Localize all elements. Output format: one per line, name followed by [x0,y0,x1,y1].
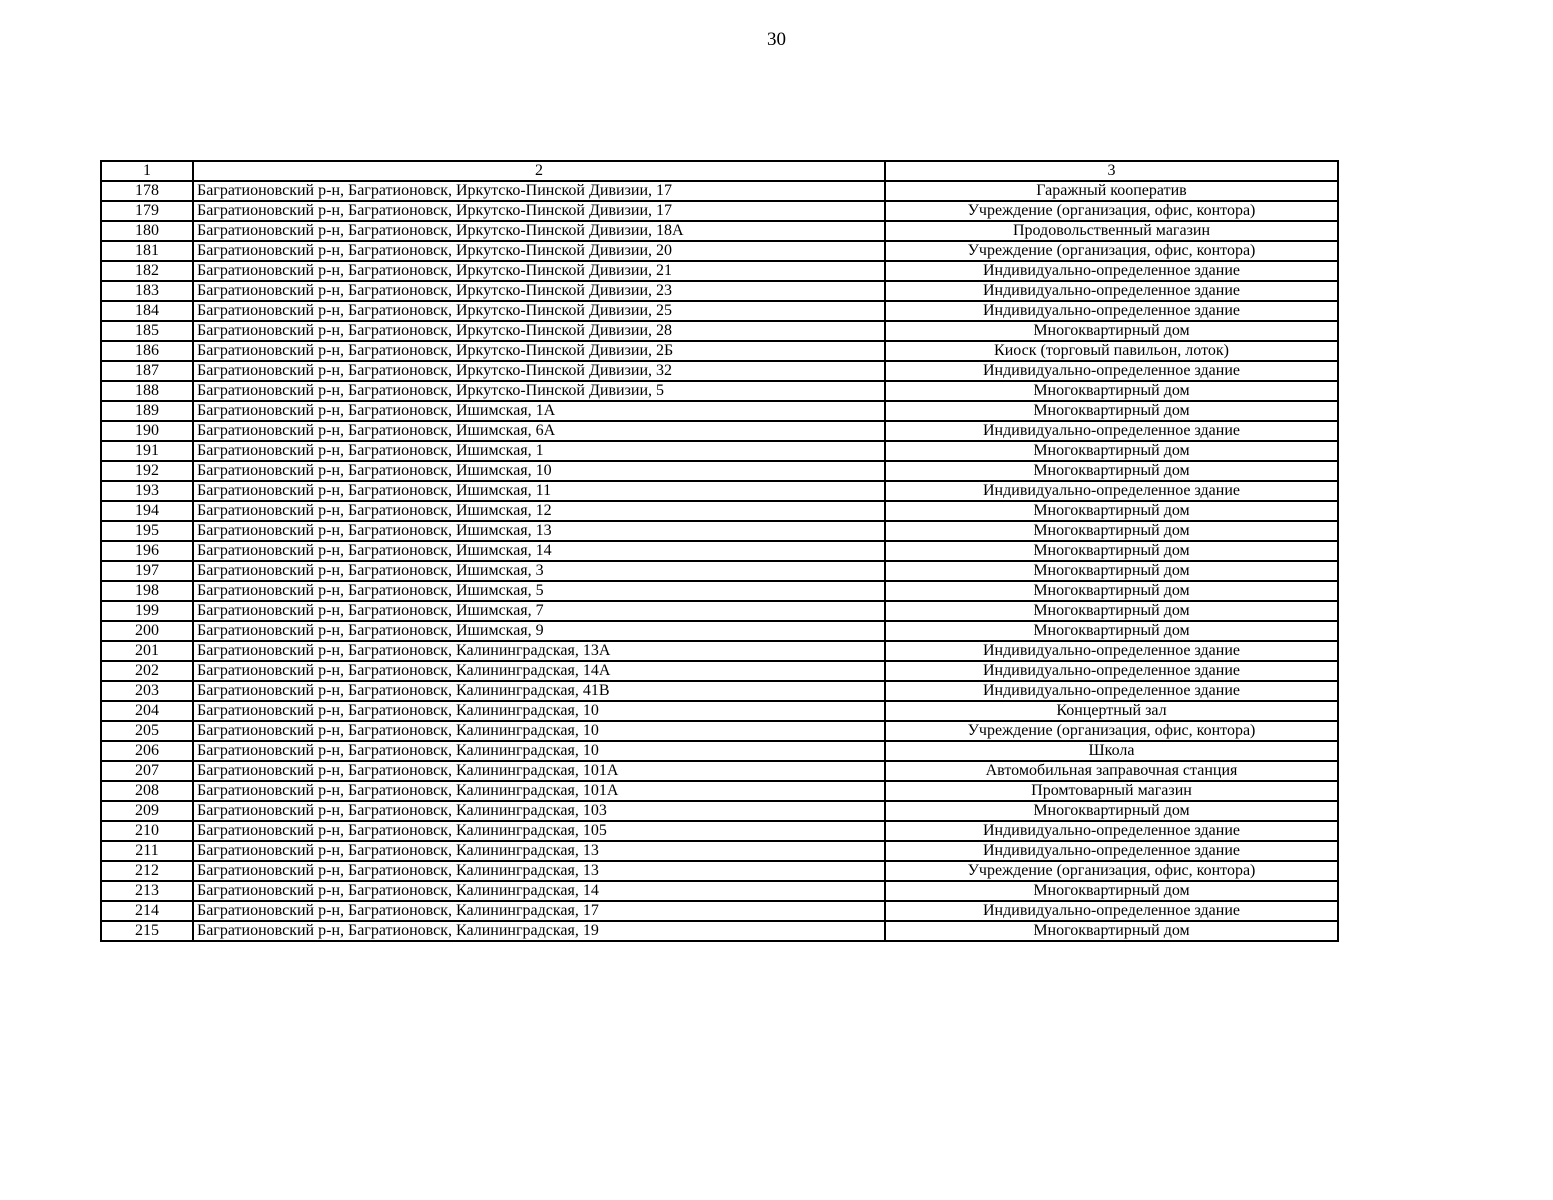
address-cell: Багратионовский р-н, Багратионовск, Ишимская, 9 [193,621,885,641]
table-row [101,721,1338,741]
object-type-cell: Автомобильная заправочная станция [885,761,1338,781]
row-number-cell: 210 [101,821,193,841]
address-cell: Багратионовский р-н, Багратионовск, Ишимская, 13 [193,521,885,541]
row-number-cell: 212 [101,861,193,881]
table-row [101,581,1338,601]
table-row [101,661,1338,681]
row-number-cell: 180 [101,221,193,241]
address-cell: Багратионовский р-н, Багратионовск, Иркутско-Пинской Дивизии, 21 [193,261,885,281]
column-header-3: 3 [885,161,1338,181]
table-row [101,781,1338,801]
table-row [101,461,1338,481]
address-cell: Багратионовский р-н, Багратионовск, Калининградская, 13А [193,641,885,661]
row-number-cell: 209 [101,801,193,821]
row-number-cell: 186 [101,341,193,361]
table-row [101,521,1338,541]
table-row [101,341,1338,361]
object-type-cell: Многоквартирный дом [885,561,1338,581]
row-number-cell: 207 [101,761,193,781]
row-number-cell: 198 [101,581,193,601]
row-number-cell: 213 [101,881,193,901]
table-row [101,481,1338,501]
object-type-cell: Многоквартирный дом [885,541,1338,561]
table-row [101,681,1338,701]
row-number-cell: 192 [101,461,193,481]
column-header-1: 1 [101,161,193,181]
address-cell: Багратионовский р-н, Багратионовск, Иркутско-Пинской Дивизии, 17 [193,181,885,201]
object-type-cell: Промтоварный магазин [885,781,1338,801]
address-cell: Багратионовский р-н, Багратионовск, Ишимская, 5 [193,581,885,601]
object-type-cell: Многоквартирный дом [885,921,1338,941]
table-row [101,201,1338,221]
column-header-2: 2 [193,161,885,181]
object-type-cell: Многоквартирный дом [885,801,1338,821]
row-number-cell: 184 [101,301,193,321]
object-type-cell: Индивидуально-определенное здание [885,421,1338,441]
row-number-cell: 202 [101,661,193,681]
object-type-cell: Многоквартирный дом [885,461,1338,481]
table-row [101,901,1338,921]
address-cell: Багратионовский р-н, Багратионовск, Иркутско-Пинской Дивизии, 32 [193,361,885,381]
address-cell: Багратионовский р-н, Багратионовск, Ишимская, 11 [193,481,885,501]
address-cell: Багратионовский р-н, Багратионовск, Ишимская, 6А [193,421,885,441]
row-number-cell: 197 [101,561,193,581]
row-number-cell: 204 [101,701,193,721]
row-number-cell: 215 [101,921,193,941]
row-number-cell: 193 [101,481,193,501]
object-type-cell: Индивидуально-определенное здание [885,661,1338,681]
row-number-cell: 199 [101,601,193,621]
address-cell: Багратионовский р-н, Багратионовск, Ишимская, 12 [193,501,885,521]
page-number: 30 [767,29,786,50]
object-type-cell: Многоквартирный дом [885,321,1338,341]
row-number-cell: 191 [101,441,193,461]
row-number-cell: 183 [101,281,193,301]
object-type-cell: Учреждение (организация, офис, контора) [885,201,1338,221]
table-row [101,501,1338,521]
table-row [101,921,1338,941]
table-row [101,421,1338,441]
row-number-cell: 201 [101,641,193,661]
object-type-cell: Учреждение (организация, офис, контора) [885,861,1338,881]
row-number-cell: 203 [101,681,193,701]
address-cell: Багратионовский р-н, Багратионовск, Калининградская, 10 [193,741,885,761]
address-cell: Багратионовский р-н, Багратионовск, Ишимская, 1А [193,401,885,421]
table-row [101,281,1338,301]
table-row [101,841,1338,861]
table-row [101,301,1338,321]
address-cell: Багратионовский р-н, Багратионовск, Иркутско-Пинской Дивизии, 2Б [193,341,885,361]
address-cell: Багратионовский р-н, Багратионовск, Ишимская, 10 [193,461,885,481]
row-number-cell: 178 [101,181,193,201]
object-type-cell: Индивидуально-определенное здание [885,641,1338,661]
address-cell: Багратионовский р-н, Багратионовск, Иркутско-Пинской Дивизии, 5 [193,381,885,401]
object-type-cell: Киоск (торговый павильон, лоток) [885,341,1338,361]
object-type-cell: Индивидуально-определенное здание [885,821,1338,841]
row-number-cell: 185 [101,321,193,341]
table-row [101,361,1338,381]
address-cell: Багратионовский р-н, Багратионовск, Калининградская, 13 [193,841,885,861]
address-cell: Багратионовский р-н, Багратионовск, Калининградская, 10 [193,721,885,741]
object-type-cell: Учреждение (организация, офис, контора) [885,241,1338,261]
address-cell: Багратионовский р-н, Багратионовск, Ишимская, 14 [193,541,885,561]
row-number-cell: 179 [101,201,193,221]
address-cell: Багратионовский р-н, Багратионовск, Иркутско-Пинской Дивизии, 25 [193,301,885,321]
address-cell: Багратионовский р-н, Багратионовск, Калининградская, 10 [193,701,885,721]
object-type-cell: Многоквартирный дом [885,381,1338,401]
table-row [101,761,1338,781]
address-cell: Багратионовский р-н, Багратионовск, Ишимская, 3 [193,561,885,581]
row-number-cell: 205 [101,721,193,741]
table-row [101,541,1338,561]
object-type-cell: Учреждение (организация, офис, контора) [885,721,1338,741]
object-type-cell: Индивидуально-определенное здание [885,261,1338,281]
row-number-cell: 206 [101,741,193,761]
table-row [101,861,1338,881]
address-cell: Багратионовский р-н, Багратионовск, Иркутско-Пинской Дивизии, 23 [193,281,885,301]
address-cell: Багратионовский р-н, Багратионовск, Калининградская, 101А [193,761,885,781]
object-type-cell: Продовольственный магазин [885,221,1338,241]
address-cell: Багратионовский р-н, Багратионовск, Иркутско-Пинской Дивизии, 18А [193,221,885,241]
address-cell: Багратионовский р-н, Багратионовск, Калининградская, 17 [193,901,885,921]
row-number-cell: 181 [101,241,193,261]
object-type-cell: Многоквартирный дом [885,401,1338,421]
object-type-cell: Индивидуально-определенное здание [885,481,1338,501]
table-row [101,821,1338,841]
object-type-cell: Индивидуально-определенное здание [885,361,1338,381]
object-type-cell: Индивидуально-определенное здание [885,841,1338,861]
table-row [101,381,1338,401]
row-number-cell: 190 [101,421,193,441]
registry-table-body [101,161,1338,941]
table-header-row [101,161,1338,181]
address-cell: Багратионовский р-н, Багратионовск, Калининградская, 103 [193,801,885,821]
row-number-cell: 214 [101,901,193,921]
object-type-cell: Индивидуально-определенное здание [885,901,1338,921]
table-row [101,261,1338,281]
table-row [101,181,1338,201]
row-number-cell: 187 [101,361,193,381]
registry-table [100,160,1339,942]
table-row [101,561,1338,581]
address-cell: Багратионовский р-н, Багратионовск, Калининградская, 14А [193,661,885,681]
address-cell: Багратионовский р-н, Багратионовск, Иркутско-Пинской Дивизии, 17 [193,201,885,221]
table-row [101,621,1338,641]
row-number-cell: 196 [101,541,193,561]
object-type-cell: Многоквартирный дом [885,621,1338,641]
row-number-cell: 195 [101,521,193,541]
row-number-cell: 208 [101,781,193,801]
row-number-cell: 189 [101,401,193,421]
address-cell: Багратионовский р-н, Багратионовск, Калининградская, 41В [193,681,885,701]
object-type-cell: Многоквартирный дом [885,521,1338,541]
row-number-cell: 211 [101,841,193,861]
address-cell: Багратионовский р-н, Багратионовск, Калининградская, 13 [193,861,885,881]
object-type-cell: Индивидуально-определенное здание [885,301,1338,321]
address-cell: Багратионовский р-н, Багратионовск, Калининградская, 19 [193,921,885,941]
table-row [101,881,1338,901]
table-row [101,441,1338,461]
object-type-cell: Многоквартирный дом [885,581,1338,601]
object-type-cell: Индивидуально-определенное здание [885,681,1338,701]
address-cell: Багратионовский р-н, Багратионовск, Калининградская, 101А [193,781,885,801]
object-type-cell: Многоквартирный дом [885,601,1338,621]
table-row [101,701,1338,721]
table-row [101,801,1338,821]
table-row [101,321,1338,341]
object-type-cell: Индивидуально-определенное здание [885,281,1338,301]
table-row [101,241,1338,261]
object-type-cell: Многоквартирный дом [885,441,1338,461]
table-row [101,221,1338,241]
table-row [101,401,1338,421]
table-row [101,601,1338,621]
object-type-cell: Концертный зал [885,701,1338,721]
address-cell: Багратионовский р-н, Багратионовск, Иркутско-Пинской Дивизии, 28 [193,321,885,341]
table-row [101,641,1338,661]
object-type-cell: Многоквартирный дом [885,881,1338,901]
row-number-cell: 200 [101,621,193,641]
object-type-cell: Многоквартирный дом [885,501,1338,521]
address-cell: Багратионовский р-н, Багратионовск, Иркутско-Пинской Дивизии, 20 [193,241,885,261]
object-type-cell: Гаражный кооператив [885,181,1338,201]
address-cell: Багратионовский р-н, Багратионовск, Калининградская, 105 [193,821,885,841]
row-number-cell: 194 [101,501,193,521]
object-type-cell: Школа [885,741,1338,761]
row-number-cell: 188 [101,381,193,401]
row-number-cell: 182 [101,261,193,281]
address-cell: Багратионовский р-н, Багратионовск, Ишимская, 7 [193,601,885,621]
address-cell: Багратионовский р-н, Багратионовск, Калининградская, 14 [193,881,885,901]
address-cell: Багратионовский р-н, Багратионовск, Ишимская, 1 [193,441,885,461]
table-row [101,741,1338,761]
